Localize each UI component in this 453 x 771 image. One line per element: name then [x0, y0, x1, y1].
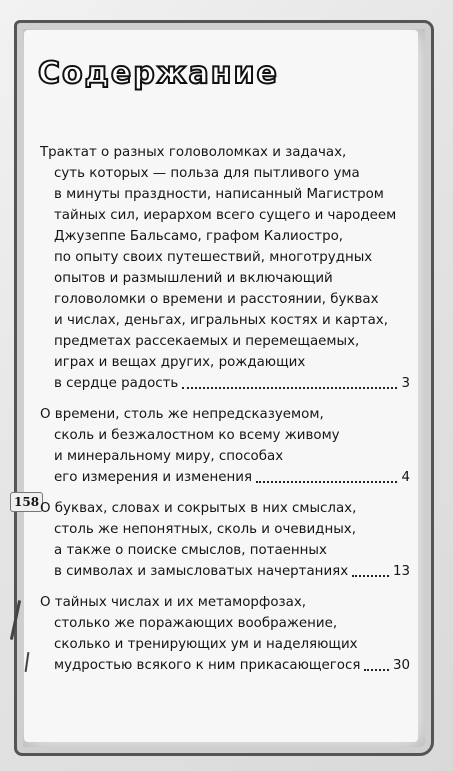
table-of-contents [40, 142, 410, 686]
toc-entry-line: Джузеппе Бальсамо, графом Калиостро, [54, 229, 344, 244]
toc-entry-line: суть которых — польза для пытливого ума [54, 166, 360, 181]
toc-entry-line: сколь и безжалостном ко всему живому [54, 428, 340, 443]
toc-entry-last-line [40, 467, 410, 488]
toc-entry-last-line [40, 373, 410, 394]
page-number: 158 [10, 492, 43, 512]
toc-entry-line: по опыту своих путешествий, многотрудных [54, 250, 373, 265]
toc-entry-line: и минеральному миру, способах [54, 449, 284, 464]
toc-entry-line: головоломки о времени и расстоянии, буквах [54, 292, 379, 307]
toc-entry-line: его измерения и изменения [54, 470, 253, 485]
toc-entry-line: предметах рассекаемых и перемещаемых, [54, 334, 360, 349]
toc-entry-line: сколько и тренирующих ум и наделяющих [54, 637, 358, 652]
toc-entry-line: в сердце радость [54, 376, 179, 391]
toc-entry-first-line: О времени, столь же непредсказуемом, [40, 407, 324, 422]
toc-entry-line: мудростью всякого к ним прикасающегося [54, 658, 361, 673]
dot-leader [256, 481, 397, 483]
toc-entry-page: 30 [392, 658, 410, 673]
toc-entry[interactable] [40, 142, 410, 394]
dot-leader [182, 387, 397, 389]
toc-entry-line: играх и вещах других, рождающих [54, 355, 306, 370]
toc-entry-line: и числах, деньгах, игральных костях и картах, [54, 313, 388, 328]
toc-entry-line: опытов и размышлений и включающий [54, 271, 333, 286]
toc-entry-last-line [40, 655, 410, 676]
toc-entry-page: 4 [401, 470, 410, 485]
toc-entry-line: столько же поражающих воображение, [54, 616, 338, 631]
toc-entry[interactable] [40, 404, 410, 488]
toc-entry-line: в символах и замысловатых начертаниях [54, 564, 349, 579]
toc-entry-page: 3 [401, 376, 410, 391]
toc-entry-first-line: Трактат о разных головоломках и задачах, [40, 145, 347, 160]
toc-entry-first-line: О буквах, словах и сокрытых в них смыслах, [40, 501, 357, 516]
toc-entry-line: в минуты праздности, написанный Магистром [54, 187, 384, 202]
toc-entry-line: а также о поиске смыслов, потаенных [54, 543, 327, 558]
toc-entry[interactable] [40, 592, 410, 676]
toc-entry[interactable] [40, 498, 410, 582]
toc-entry-line: тайных сил, иерархом всего сущего и чародеем [54, 208, 397, 223]
dot-leader [364, 669, 389, 671]
toc-entry-first-line: О тайных числах и их метаморфозах, [40, 595, 307, 610]
page-title: Содержание [38, 56, 279, 91]
dot-leader [352, 575, 389, 577]
toc-entry-line: столь же непонятных, сколь и очевидных, [54, 522, 356, 537]
toc-entry-last-line [40, 561, 410, 582]
toc-entry-page: 13 [392, 564, 410, 579]
